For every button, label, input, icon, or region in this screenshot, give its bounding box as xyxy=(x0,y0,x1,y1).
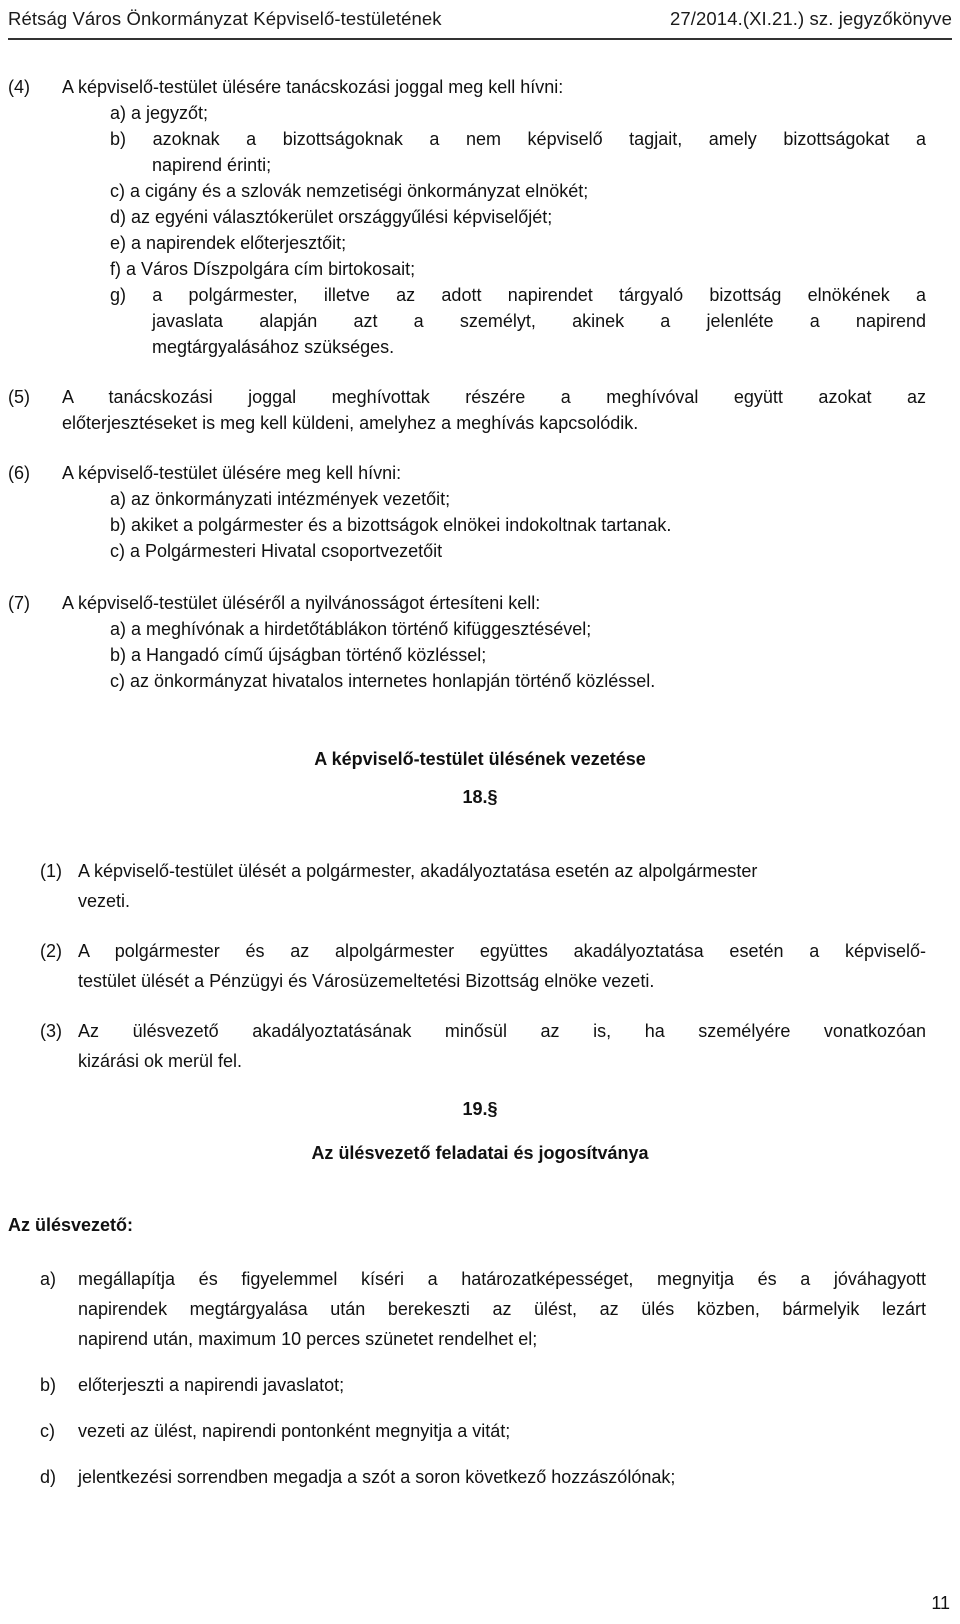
paragraph-text: Az ülésvezető akadályoztatásának minősül az is, ha személyére vonatkozóan xyxy=(78,1021,926,1041)
list-item: d) az egyéni választókerület országgyűlési képviselőjét; xyxy=(110,207,553,227)
paragraph-lead: A képviselő-testület ülésére tanácskozási joggal meg kell hívni: xyxy=(62,77,564,97)
list-item: c) a cigány és a szlovák nemzetiségi önkormányzat elnökét; xyxy=(110,181,589,201)
list-item-continuation: napirend érinti; xyxy=(152,155,272,175)
list-item: b) a Hangadó című újságban történő közléssel; xyxy=(110,645,487,665)
paragraph-number: (7) xyxy=(8,593,30,613)
list-item: vezeti az ülést, napirendi pontonként megnyitja a vitát; xyxy=(78,1421,511,1441)
list-item-continuation: megtárgyalásához szükséges. xyxy=(152,337,395,357)
page-number: 11 xyxy=(931,1593,950,1613)
section-number: 19.§ xyxy=(462,1099,498,1119)
header-title: Rétság Város Önkormányzat Képviselő-testületének xyxy=(8,8,442,29)
list-item: e) a napirendek előterjesztőit; xyxy=(110,233,347,253)
paragraph-number: (6) xyxy=(8,463,30,483)
list-item: f) a Város Díszpolgára cím birtokosait; xyxy=(110,259,416,279)
list-item: jelentkezési sorrendben megadja a szót a soron következő hozzászólónak; xyxy=(78,1467,676,1487)
paragraph-text: vezeti. xyxy=(78,891,131,911)
item-letter: d) xyxy=(40,1467,57,1487)
list-item: megállapítja és figyelemmel kíséri a határozatképességet, megnyitja és a jóváhagyott xyxy=(78,1269,926,1289)
paragraph-text: testület ülését a Pénzügyi és Városüzemeltetési Bizottság elnöke vezeti. xyxy=(78,971,655,991)
page-header xyxy=(8,4,952,40)
list-item: b) akiket a polgármester és a bizottságok elnökei indokoltnak tartanak. xyxy=(110,515,672,535)
item-letter: a) xyxy=(40,1269,57,1289)
paragraph-text: kizárási ok merül fel. xyxy=(78,1051,243,1071)
item-letter: b) xyxy=(40,1375,57,1395)
list-item: c) az önkormányzat hivatalos internetes honlapján történő közléssel. xyxy=(110,671,656,691)
list-item: napirendek megtárgyalása után berekeszti az ülést, az ülés közben, bármelyik lezárt xyxy=(78,1299,926,1319)
list-item: a) a jegyzőt; xyxy=(110,103,209,123)
paragraph-number: (3) xyxy=(40,1021,62,1041)
list-item: c) a Polgármesteri Hivatal csoportvezetőit xyxy=(110,541,443,561)
paragraph-lead: A képviselő-testület üléséről a nyilvánosságot értesíteni kell: xyxy=(62,593,541,613)
paragraph-text: A polgármester és az alpolgármester együttes akadályoztatása esetén a képviselő- xyxy=(78,941,926,961)
paragraph-number: (1) xyxy=(40,861,62,881)
paragraph-lead: A képviselő-testület ülésére meg kell hívni: xyxy=(62,463,402,483)
list-item: a) a meghívónak a hirdetőtáblákon történő kifüggesztésével; xyxy=(110,619,592,639)
section-title: Az ülésvezető feladatai és jogosítványa xyxy=(311,1143,649,1163)
list-item: előterjeszti a napirendi javaslatot; xyxy=(78,1375,345,1395)
item-letter: c) xyxy=(40,1421,55,1441)
paragraph-number: (2) xyxy=(40,941,62,961)
paragraph-text: előterjesztéseket is meg kell küldeni, amelyhez a meghívás kapcsolódik. xyxy=(62,413,639,433)
header-doc-number: 27/2014.(XI.21.) sz. jegyzőkönyve xyxy=(670,8,952,29)
paragraph-text: A tanácskozási joggal meghívottak részére a meghívóval együtt azokat az xyxy=(62,387,926,407)
list-item: a) az önkormányzati intézmények vezetőit; xyxy=(110,489,451,509)
list-item: napirend után, maximum 10 perces szünetet rendelhet el; xyxy=(78,1329,538,1349)
list-item: g) a polgármester, illetve az adott napirendet tárgyaló bizottság elnökének a xyxy=(110,285,926,305)
section-title: A képviselő-testület ülésének vezetése xyxy=(314,749,646,769)
list-item-continuation: javaslata alapján azt a személyt, akinek a jelenléte a napirend xyxy=(152,311,926,331)
section-number: 18.§ xyxy=(462,787,498,807)
subject-label: Az ülésvezető: xyxy=(8,1215,134,1235)
list-item: b) azoknak a bizottságoknak a nem képviselő tagjait, amely bizottságokat a xyxy=(110,129,926,149)
paragraph-number: (4) xyxy=(8,77,30,97)
paragraph-number: (5) xyxy=(8,387,30,407)
paragraph-text: A képviselő-testület ülését a polgármester, akadályoztatása esetén az alpolgármester xyxy=(78,861,758,881)
